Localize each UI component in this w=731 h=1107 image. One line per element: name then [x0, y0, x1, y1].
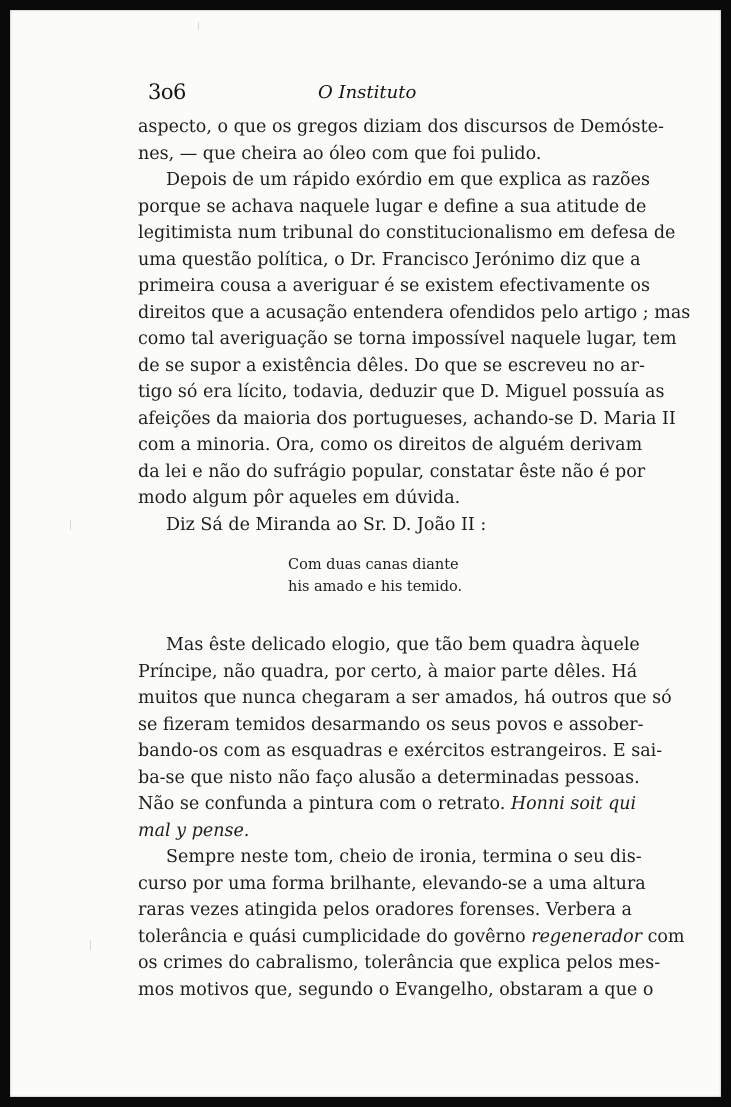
italic-word: regenerador	[531, 926, 643, 947]
text-segment: tolerância e quási cumplicidade do govêrno	[138, 926, 526, 947]
text-line: aspecto, o que os gregos diziam dos discursos de Demóste-	[138, 117, 664, 137]
text-line: modo algum pôr aqueles em dúvida.	[138, 488, 461, 508]
italic-phrase: mal y pense.	[138, 820, 250, 841]
paragraph-3	[138, 512, 616, 539]
text-line: Diz Sá de Miranda ao Sr. D. João II :	[166, 514, 487, 535]
verse-line: his amado e his temido.	[288, 579, 463, 595]
text-line: bando-os com as esquadras e exércitos estrangeiros. E sai-	[138, 741, 663, 761]
scan-speck	[70, 520, 71, 530]
scan-speck	[198, 22, 199, 30]
paragraph-5	[138, 844, 685, 1003]
page-number: 3o6	[148, 80, 186, 104]
verse-line: Com duas canas diante	[288, 557, 459, 573]
text-line: muitos que nunca chegaram a ser amados, há outros que só	[138, 688, 672, 708]
text-line: raras vezes atingida pelos oradores forenses. Verbera a	[138, 900, 632, 920]
text-line: com a minoria. Ora, como os direitos de alguém derivam	[138, 435, 643, 455]
text-segment: com	[647, 926, 685, 947]
text-line: primeira cousa a averiguar é se existem efectivamente os	[138, 276, 650, 296]
text-line: uma questão política, o Dr. Francisco Jerónimo diz que a	[138, 249, 641, 270]
text-line: direitos que a acusação entendera ofendidos pelo artigo ; mas	[138, 302, 691, 323]
text-line: mos motivos que, segundo o Evangelho, obstaram a que o	[138, 979, 654, 1000]
text-segment: Não se confunda a pintura com o retrato.	[138, 794, 506, 814]
page-header	[148, 80, 626, 110]
text-line: curso por uma forma brilhante, elevando-se a uma altura	[138, 873, 646, 894]
paragraph-1	[138, 114, 664, 167]
text-line: Depois de um rápido exórdio em que explica as razões	[166, 170, 650, 190]
italic-phrase: Honni soit qui	[510, 794, 637, 814]
text-line: se fizeram temidos desarmando os seus povos e assober-	[138, 714, 644, 735]
body-text	[138, 114, 691, 1003]
text-line: Sempre neste tom, cheio de ironia, termina o seu dis-	[166, 847, 642, 867]
text-line	[138, 924, 685, 951]
verse-quote	[138, 554, 616, 598]
text-line: de se supor a existência dêles. Do que se escreveu no ar-	[138, 355, 645, 376]
scan-speck	[90, 940, 91, 950]
text-line: da lei e não do sufrágio popular, constatar êste não é por	[138, 461, 646, 482]
text-line: como tal averiguação se torna impossível naquele lugar, tem	[138, 329, 677, 349]
paragraph-2	[138, 167, 691, 512]
running-title: O Instituto	[318, 82, 417, 103]
text-line: nes, — que cheira ao óleo com que foi pulido.	[138, 143, 542, 164]
text-line: tigo só era lícito, todavia, deduzir que D. Miguel possuía as	[138, 382, 665, 402]
text-line: porque se achava naquele lugar e define a sua atitude de	[138, 196, 647, 217]
text-line: Mas êste delicado elogio, que tão bem quadra àquele	[166, 635, 640, 655]
text-line: legitimista num tribunal do constitucionalismo em defesa de	[138, 223, 676, 243]
paragraph-4	[138, 632, 672, 844]
text-line: ba-se que nisto não faço alusão a determinadas pessoas.	[138, 767, 640, 788]
text-line: os crimes do cabralismo, tolerância que explica pelos mes-	[138, 953, 661, 973]
text-line: Príncipe, não quadra, por certo, à maior parte dêles. Há	[138, 661, 638, 682]
text-line	[138, 791, 637, 818]
text-line: afeições da maioria dos portugueses, achando-se D. Maria II	[138, 408, 676, 429]
